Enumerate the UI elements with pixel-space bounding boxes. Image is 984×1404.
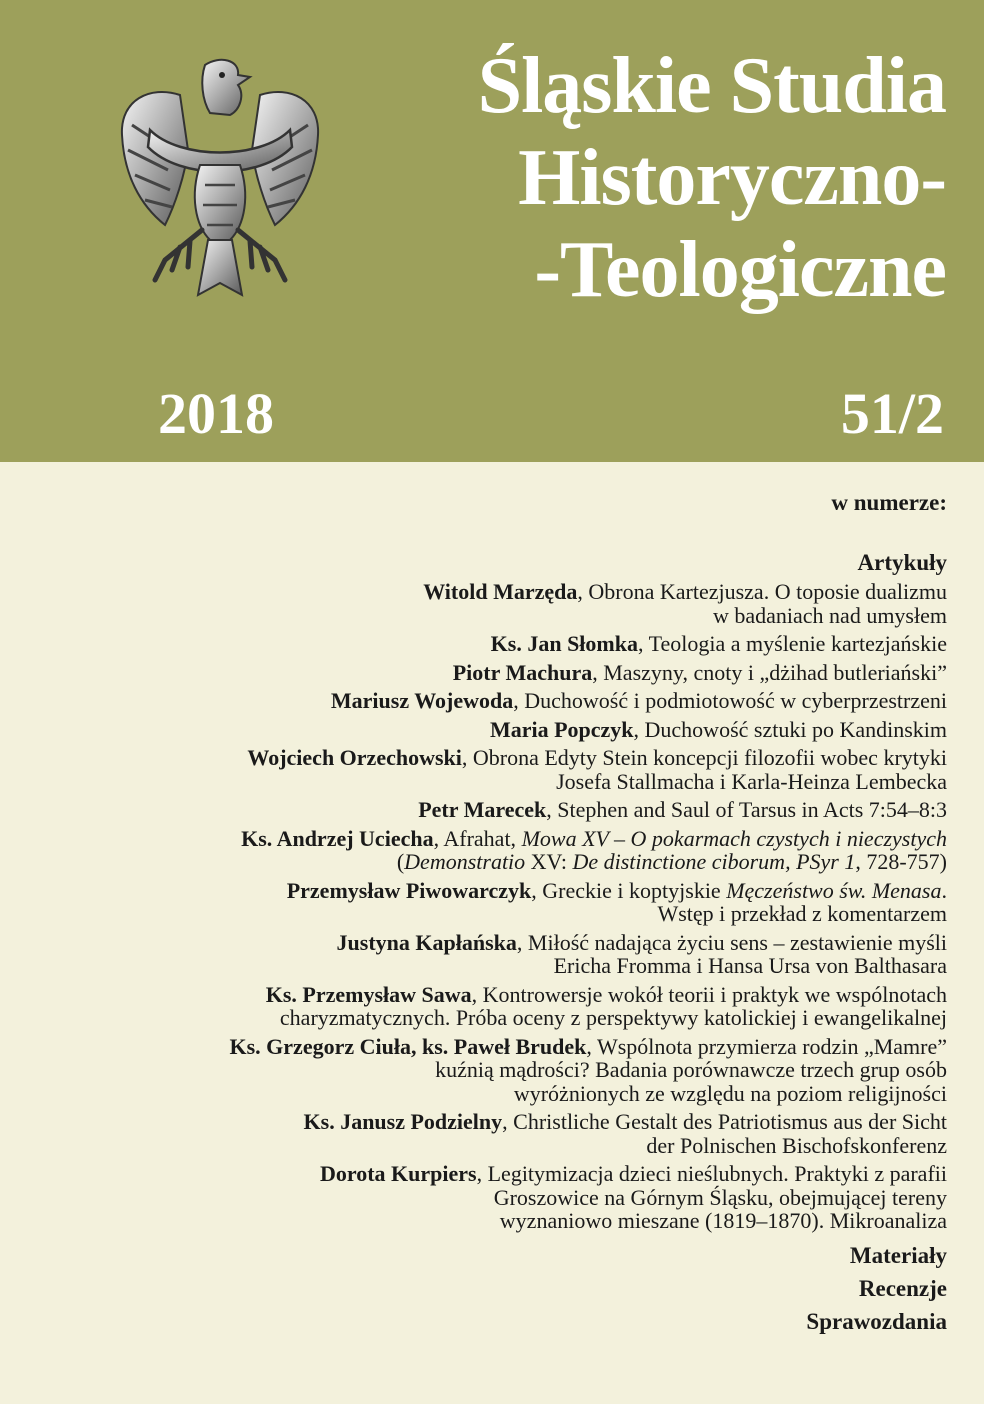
article-title: Groszowice na Górnym Śląsku, obejmującej tereny xyxy=(493,1184,947,1210)
article-entry: Dorota Kurpiers, Legitymizacja dzieci nieślubnych. Praktyki z parafii Groszowice na Górnym Śląsku, obejmującej tereny wyznaniowo mieszane (1819–1870). Mikroanaliza xyxy=(30,1162,947,1233)
article-author: Dorota Kurpiers xyxy=(319,1161,477,1186)
article-entry: Piotr Machura, Maszyny, cnoty i „dżihad butleriański” xyxy=(452,659,947,685)
article-title-italic: Mowa XV – O pokarmach czystych i nieczystych xyxy=(521,825,947,851)
article-title: Greckie i koptyjskie xyxy=(542,877,727,903)
article-title-italic: Demonstratio xyxy=(404,849,526,874)
article-title: Teologia a myślenie kartezjańskie xyxy=(648,631,947,656)
article-title: ( xyxy=(396,849,405,874)
article-title: Ericha Fromma i Hansa Ursa von Balthasara xyxy=(553,953,947,978)
article-entry: Ks. Jan Słomka, Teologia a myślenie kartezjańskie xyxy=(490,631,947,656)
cover-header xyxy=(0,0,984,462)
article-entry: Witold Marzęda, Obrona Kartezjusza. O toposie dualizmu w badaniach nad umysłem xyxy=(30,580,947,627)
article-title: Afrahat, xyxy=(443,825,522,851)
article-entry: Maria Popczyk, Duchowość sztuki po Kandinskim xyxy=(489,716,947,742)
in-issue-label: w numerze: xyxy=(831,490,947,515)
article-entry: Mariusz Wojewoda, Duchowość i podmiotowość w cyberprzestrzeni xyxy=(330,688,947,713)
article-entry: Wojciech Orzechowski, Obrona Edyty Stein koncepcji filozofii wobec krytyki Josefa Stallmacha i Karla-Heinza Lembecka xyxy=(30,746,947,793)
article-author: Maria Popczyk xyxy=(489,716,634,742)
article-entry: Justyna Kapłańska, Miłość nadająca życiu sens – zestawienie myśli Ericha Fromma i Hansa Ursa von Balthasara xyxy=(30,931,947,978)
article-author: Petr Marecek xyxy=(418,797,547,822)
article-title: Miłość nadająca życiu sens – zestawienie myśli xyxy=(527,929,947,955)
article-entry: Ks. Andrzej Uciecha, Afrahat, Mowa XV – O pokarmach czystych i nieczystych (Demonstratio XV: De distinctione ciborum, PSyr 1, 728-757) xyxy=(241,825,947,874)
article-author: Mariusz Wojewoda xyxy=(330,688,514,713)
article-title: Legitymizacja dzieci nieślubnych. Praktyki z parafii xyxy=(487,1161,947,1186)
article-title: der Polnischen Bischofskonferenz xyxy=(646,1132,947,1158)
article-title: Obrona Edyty Stein koncepcji filozofii wobec krytyki xyxy=(472,745,947,770)
article-title-italic: De distinctione ciborum, PSyr 1 xyxy=(572,849,856,874)
article-title: wyróżnionych ze względu na poziom religijności xyxy=(513,1080,947,1106)
article-title: wyznaniowo mieszane (1819–1870). Mikroanaliza xyxy=(499,1208,947,1233)
other-sections xyxy=(30,1239,947,1338)
article-title: . xyxy=(941,877,947,903)
article-title: w badaniach nad umysłem xyxy=(713,602,947,628)
article-author: Ks. Przemysław Sawa xyxy=(265,981,472,1007)
article-title: , 728-757) xyxy=(855,849,947,874)
article-author: Wojciech Orzechowski xyxy=(247,745,462,770)
silesian-eagle-icon xyxy=(110,55,330,310)
article-author: Witold Marzęda xyxy=(423,579,578,604)
article-author: Ks. Andrzej Uciecha xyxy=(241,825,434,851)
table-of-contents xyxy=(30,488,947,1338)
article-title: Duchowość sztuki po Kandinskim xyxy=(644,716,947,742)
article-title: Wspólnota przymierza rodzin „Mamre” xyxy=(596,1033,947,1059)
section-reports: Sprawozdania xyxy=(806,1308,947,1334)
article-title: Duchowość i podmiotowość w cyberprzestrzeni xyxy=(524,688,947,713)
issue-number: 51/2 xyxy=(840,381,944,446)
article-title: charyzmatycznych. Próba oceny z perspektywy katolickiej i ewangelikalnej xyxy=(279,1005,947,1030)
article-title-italic: Męczeństwo św. Menasa xyxy=(726,877,942,903)
article-title: Kontrowersje wokół teorii i praktyk we wspólnotach xyxy=(482,981,947,1007)
issue-year: 2018 xyxy=(158,381,274,446)
article-author: Ks. Janusz Podzielny xyxy=(303,1109,503,1134)
article-title: Josefa Stallmacha i Karla-Heinza Lembecka xyxy=(556,768,947,794)
article-entry: Ks. Janusz Podzielny, Christliche Gestalt des Patriotismus aus der Sicht der Polnischen Bischofskonferenz xyxy=(30,1110,947,1157)
article-title: XV: xyxy=(525,849,573,874)
title-line: -Teologiczne xyxy=(534,226,946,314)
article-author: Ks. Grzegorz Ciuła, ks. Paweł Brudek xyxy=(229,1033,587,1059)
article-author: Piotr Machura xyxy=(452,659,593,685)
article-title: Christliche Gestalt des Patriotismus aus der Sicht xyxy=(513,1109,947,1134)
section-reviews: Recenzje xyxy=(858,1275,947,1301)
article-author: Justyna Kapłańska xyxy=(336,929,517,955)
article-entry: Petr Marecek, Stephen and Saul of Tarsus in Acts 7:54–8:3 xyxy=(418,797,947,822)
article-title: Obrona Kartezjusza. O toposie dualizmu xyxy=(588,579,947,604)
article-entry: Ks. Grzegorz Ciuła, ks. Paweł Brudek, Wspólnota przymierza rodzin „Mamre” kuźnią mądrości? Badania porównawcze trzech grup osób wyróżnionych ze względu na poziom religijności xyxy=(30,1035,947,1106)
section-articles: Artykuły xyxy=(857,550,947,575)
article-title: kuźnią mądrości? Badania porównawcze trzech grup osób xyxy=(435,1057,947,1082)
article-author: Przemysław Piwowarczyk xyxy=(286,877,532,903)
article-author: Ks. Jan Słomka xyxy=(490,631,638,656)
article-title: Maszyny, cnoty i „dżihad butleriański” xyxy=(603,659,947,685)
section-materials: Materiały xyxy=(849,1242,947,1268)
title-line: Śląskie Studia xyxy=(477,42,946,130)
journal-title xyxy=(366,40,946,316)
article-entry: Przemysław Piwowarczyk, Greckie i koptyjskie Męczeństwo św. Menasa. Wstęp i przekład z komentarzem xyxy=(30,879,947,926)
article-entry: Ks. Przemysław Sawa, Kontrowersje wokół teorii i praktyk we wspólnotach charyzmatycznych. Próba oceny z perspektywy katolickiej i ewangelikalnej xyxy=(30,983,947,1030)
article-title: Stephen and Saul of Tarsus in Acts 7:54–8:3 xyxy=(557,797,947,822)
article-title: Wstęp i przekład z komentarzem xyxy=(657,901,947,926)
title-line: Historyczno- xyxy=(518,134,946,222)
